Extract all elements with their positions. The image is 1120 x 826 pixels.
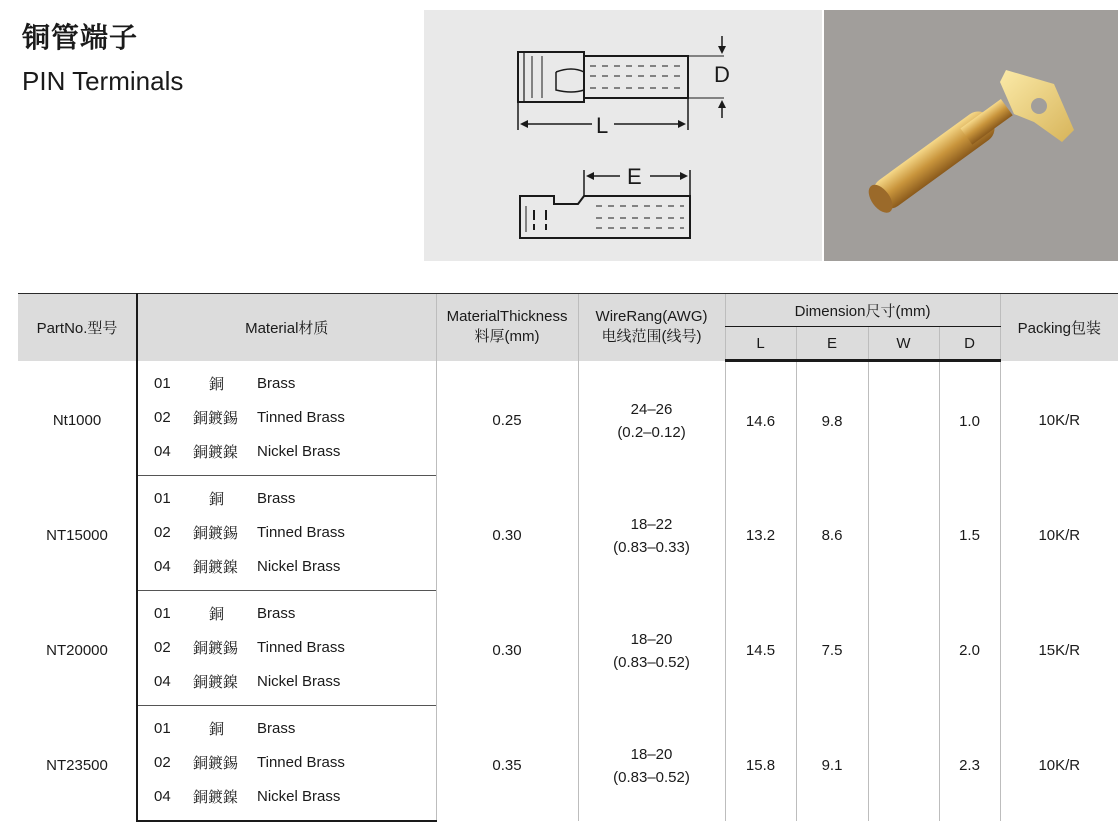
material-en-cell: Nickel Brass <box>253 550 436 591</box>
material-cn-text: 銅 <box>209 491 225 508</box>
dim-e-label: E <box>627 164 642 189</box>
material-cn-text: 銅鍍錫 <box>193 755 239 772</box>
material-en-cell: Tinned Brass <box>257 639 345 656</box>
material-en-cell: Brass <box>257 605 296 622</box>
wire-range-cell <box>578 475 725 590</box>
dim-e-cell: 7.5 <box>796 590 868 705</box>
material-en-cell: Nickel Brass <box>253 665 436 706</box>
material-cn-cell <box>189 631 253 665</box>
product-photo <box>824 10 1118 261</box>
material-cn-text: 銅 <box>209 376 225 393</box>
material-code-cell: 01 <box>137 361 189 401</box>
packing-cell: 10K/R <box>1000 475 1118 590</box>
material-en-cell: Brass <box>257 720 296 737</box>
dim-d-cell: 1.0 <box>939 361 1000 476</box>
header-dim-d: D <box>939 327 1000 361</box>
material-en-cell: Brass <box>257 375 296 392</box>
dim-e-cell: 9.8 <box>796 361 868 476</box>
material-code-cell: 04 <box>137 665 189 706</box>
material-cn-cell <box>189 590 253 631</box>
header-dimension: Dimension尺寸(mm) <box>725 294 1000 327</box>
title-english: PIN Terminals <box>22 66 184 96</box>
material-code-cell: 04 <box>137 780 189 821</box>
dim-w-cell <box>868 590 939 705</box>
material-en-cell: Tinned Brass <box>257 754 345 771</box>
material-cn-cell <box>189 746 253 780</box>
material-code-cell: 02 <box>137 746 189 780</box>
wire-mm2: (0.2–0.12) <box>617 423 686 441</box>
material-en-cell: Nickel Brass <box>253 435 436 476</box>
part-number-cell: NT15000 <box>46 527 108 544</box>
wire-mm2: (0.83–0.52) <box>613 768 690 786</box>
spec-table <box>18 293 1118 822</box>
wire-awg: 18–20 <box>630 630 673 648</box>
material-code-cell: 01 <box>137 705 189 746</box>
header-thickness: MaterialThickness 料厚(mm) <box>436 294 578 361</box>
material-cn-text: 銅鍍錫 <box>193 525 239 542</box>
material-cn-cell <box>189 516 253 550</box>
material-cn-text: 銅鍍錫 <box>193 410 239 427</box>
material-cn-text: 銅 <box>209 606 225 623</box>
dim-l-cell: 14.6 <box>725 361 796 476</box>
material-code-cell: 04 <box>137 550 189 591</box>
material-code-cell: 02 <box>137 516 189 550</box>
wire-mm2: (0.83–0.52) <box>613 653 690 671</box>
table-row <box>18 361 1118 401</box>
material-code-cell: 02 <box>137 631 189 665</box>
material-code-cell: 01 <box>137 590 189 631</box>
dim-l-cell: 13.2 <box>725 475 796 590</box>
thickness-cell: 0.30 <box>436 475 578 590</box>
packing-cell: 10K/R <box>1000 361 1118 476</box>
dim-e-cell: 8.6 <box>796 475 868 590</box>
thickness-cell: 0.35 <box>436 705 578 821</box>
wire-mm2: (0.83–0.33) <box>613 538 690 556</box>
part-number-cell: NT23500 <box>46 757 108 775</box>
material-cn-cell <box>189 705 253 746</box>
technical-drawing <box>424 10 822 261</box>
material-cn-cell <box>189 401 253 435</box>
material-en-cell: Nickel Brass <box>253 780 436 821</box>
material-en-cell: Tinned Brass <box>257 524 345 541</box>
material-cn-cell <box>189 780 253 821</box>
dim-d-cell: 2.3 <box>939 705 1000 821</box>
title-chinese: 铜管端子 <box>22 22 139 53</box>
dim-l-label: L <box>596 113 609 138</box>
dim-w-cell <box>868 475 939 590</box>
material-cn-text: 銅鍍鎳 <box>193 674 239 691</box>
material-en-cell: Brass <box>257 490 296 507</box>
thickness-cell: 0.30 <box>436 590 578 705</box>
header-dim-l: L <box>725 327 796 361</box>
wire-range-cell <box>578 705 725 821</box>
dim-e-cell: 9.1 <box>796 705 868 821</box>
wire-awg: 24–26 <box>630 400 673 418</box>
thickness-cell: 0.25 <box>436 361 578 476</box>
table-row <box>18 475 1118 516</box>
part-number-cell: Nt1000 <box>52 412 102 430</box>
material-cn-cell <box>189 665 253 706</box>
dim-l-cell: 15.8 <box>725 705 796 821</box>
material-cn-text: 銅鍍鎳 <box>193 559 239 576</box>
material-code-cell: 01 <box>137 475 189 516</box>
wire-awg: 18–22 <box>630 515 673 533</box>
header-dim-e: E <box>796 327 868 361</box>
dim-l-cell: 14.5 <box>725 590 796 705</box>
dim-d-label: D <box>714 62 730 87</box>
packing-cell: 15K/R <box>1000 590 1118 705</box>
header-material: Material材质 <box>137 294 436 361</box>
dim-d-cell: 1.5 <box>939 475 1000 590</box>
dim-w-cell <box>868 705 939 821</box>
packing-cell: 10K/R <box>1000 705 1118 821</box>
header-wire-range: WireRang(AWG) 电线范围(线号) <box>578 294 725 361</box>
dimension-drawing-svg <box>424 10 822 261</box>
pin-terminal-photo <box>824 10 1118 261</box>
material-cn-text: 銅 <box>209 721 225 738</box>
dim-w-cell <box>868 361 939 476</box>
material-cn-cell <box>189 435 253 476</box>
dim-d-cell: 2.0 <box>939 590 1000 705</box>
material-code-cell: 04 <box>137 435 189 476</box>
material-cn-text: 銅鍍錫 <box>193 640 239 657</box>
header-dim-w: W <box>868 327 939 361</box>
material-cn-cell <box>189 361 253 401</box>
table-row <box>18 590 1118 631</box>
header-packing: Packing包装 <box>1000 294 1118 361</box>
material-code-cell: 02 <box>137 401 189 435</box>
wire-range-cell <box>578 361 725 476</box>
header-part-no: PartNo.型号 <box>18 294 137 361</box>
material-cn-cell <box>189 550 253 591</box>
material-cn-text: 銅鍍鎳 <box>193 789 239 806</box>
table-row <box>18 705 1118 746</box>
wire-range-cell <box>578 590 725 705</box>
material-en-cell: Tinned Brass <box>257 409 345 426</box>
material-cn-cell <box>189 475 253 516</box>
material-cn-text: 銅鍍鎳 <box>193 444 239 461</box>
part-number-cell: NT20000 <box>46 642 108 659</box>
wire-awg: 18–20 <box>630 745 673 763</box>
